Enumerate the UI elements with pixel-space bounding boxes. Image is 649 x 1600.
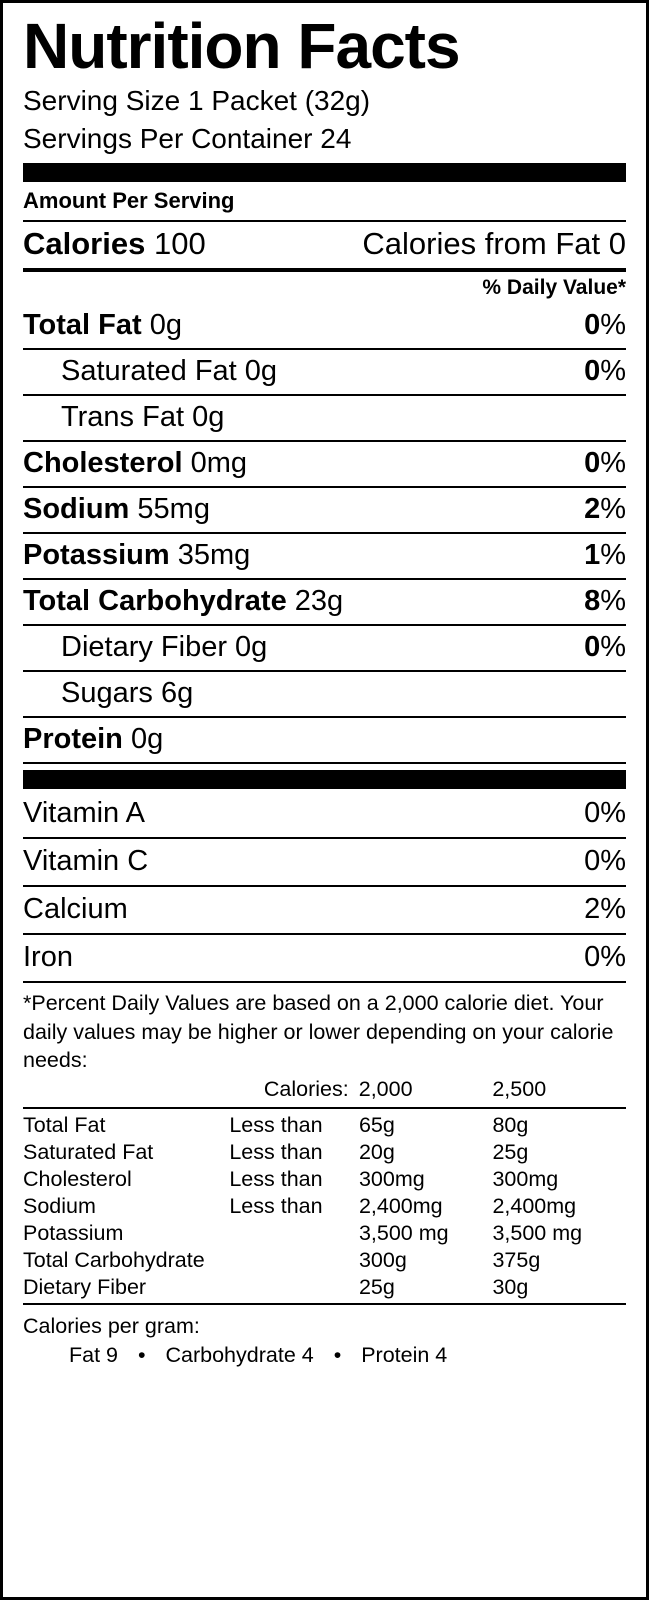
nutrient-name: Saturated Fat 0g [61, 355, 278, 388]
dv-value-2500: 2,400mg [492, 1194, 577, 1219]
dv-table-row [23, 1247, 626, 1274]
dv-value-2000: 2,400mg [358, 1194, 443, 1219]
vitamin-row [23, 839, 626, 885]
divider-thick-top [23, 163, 626, 182]
dv-nutrient-name: Total Carbohydrate [23, 1248, 205, 1273]
dv-condition: Less than [229, 1140, 323, 1165]
daily-value-header: % Daily Value* [482, 276, 626, 300]
vitamin-name: Vitamin A [23, 797, 145, 830]
dv-nutrient-name: Dietary Fiber [23, 1275, 147, 1300]
nutrient-name: Sodium 55mg [23, 493, 210, 526]
divider-thick-vitamins [23, 770, 626, 789]
vitamin-daily-value: 0% [584, 797, 626, 830]
dv-table-header-row [23, 1076, 626, 1105]
vitamin-rows [23, 791, 626, 981]
dv-value-2000: 3,500 mg [358, 1221, 449, 1246]
dv-table-header-cell: Calories: [263, 1077, 349, 1102]
vitamin-row [23, 791, 626, 837]
vitamin-daily-value: 0% [584, 845, 626, 878]
calories-per-gram-block [23, 1308, 626, 1370]
calories-from-fat: Calories from Fat 0 [362, 226, 626, 262]
vitamin-row [23, 935, 626, 981]
calories-left [23, 226, 206, 262]
nutrient-name: Sugars 6g [61, 677, 194, 710]
dv-nutrient-name: Potassium [23, 1221, 124, 1246]
nutrient-name: Dietary Fiber 0g [61, 631, 268, 664]
dv-table-row [23, 1220, 626, 1247]
nutrient-name: Total Fat 0g [23, 309, 183, 342]
nutrient-daily-value: 0% [584, 447, 626, 480]
nutrient-daily-value [618, 677, 626, 710]
nutrient-row [23, 442, 626, 486]
dv-table-header-cell: 2,500 [492, 1077, 547, 1102]
nutrient-row [23, 304, 626, 348]
dv-value-2000: 300g [358, 1248, 407, 1273]
nutrient-daily-value [618, 401, 626, 434]
nutrient-row [23, 626, 626, 670]
nutrient-rows [23, 304, 626, 764]
calories-value: 100 [153, 226, 206, 262]
nutrient-row [23, 718, 626, 762]
dv-table-header-cell [23, 1076, 217, 1105]
dv-value-2000: 300mg [358, 1167, 425, 1192]
dv-table-row [23, 1274, 626, 1301]
dv-value-2000: 20g [358, 1140, 395, 1165]
dv-condition: Less than [229, 1167, 323, 1192]
nutrient-daily-value: 2% [584, 493, 626, 526]
serving-size: Serving Size 1 Packet (32g) [23, 84, 371, 116]
cpg-separator-2: • [333, 1343, 342, 1368]
cpg-protein: Protein 4 [361, 1343, 448, 1368]
dv-value-2500: 30g [492, 1275, 529, 1300]
nutrient-row [23, 488, 626, 532]
dv-table-row [23, 1139, 626, 1166]
vitamin-name: Calcium [23, 893, 128, 926]
dv-table-header-cell: 2,000 [358, 1077, 413, 1102]
nutrient-daily-value: 0% [584, 355, 626, 388]
nutrient-row [23, 350, 626, 394]
nutrient-daily-value [618, 723, 626, 756]
calories-per-gram-label: Calories per gram: [23, 1314, 200, 1339]
nutrient-daily-value: 0% [584, 309, 626, 342]
dv-condition: Less than [229, 1113, 323, 1138]
vitamin-row [23, 887, 626, 933]
nutrient-row-divider [23, 762, 626, 764]
nutrient-name: Protein 0g [23, 723, 164, 756]
nutrient-row [23, 396, 626, 440]
vitamin-daily-value: 0% [584, 941, 626, 974]
dv-nutrient-name: Saturated Fat [23, 1140, 154, 1165]
dv-value-2000: 25g [358, 1275, 395, 1300]
nutrient-name: Trans Fat 0g [61, 401, 225, 434]
nutrient-name: Total Carbohydrate 23g [23, 585, 344, 618]
nutrient-row [23, 672, 626, 716]
dv-nutrient-name: Cholesterol [23, 1167, 132, 1192]
vitamin-daily-value: 2% [584, 893, 626, 926]
nutrient-daily-value: 8% [584, 585, 626, 618]
cpg-carbohydrate: Carbohydrate 4 [165, 1343, 314, 1368]
dv-value-2500: 300mg [492, 1167, 559, 1192]
dv-table-row [23, 1193, 626, 1220]
dv-condition [229, 1220, 359, 1247]
divider-above-calories-per-gram [23, 1303, 626, 1305]
calories-row [23, 222, 626, 268]
dv-nutrient-name: Total Fat [23, 1113, 106, 1138]
dv-condition: Less than [229, 1194, 323, 1219]
dv-value-2500: 375g [492, 1248, 541, 1273]
nutrient-row [23, 580, 626, 624]
dv-condition [229, 1274, 359, 1301]
cpg-fat: Fat 9 [69, 1343, 118, 1368]
dv-value-2500: 80g [492, 1113, 529, 1138]
nutrient-row [23, 534, 626, 578]
dv-condition [229, 1247, 359, 1274]
vitamin-name: Vitamin C [23, 845, 149, 878]
dv-value-2500: 3,500 mg [492, 1221, 583, 1246]
vitamin-name: Iron [23, 941, 73, 974]
page-title: Nutrition Facts [23, 10, 460, 82]
cpg-separator-1: • [137, 1343, 146, 1368]
daily-value-footnote: *Percent Daily Values are based on a 2,000 calorie diet. Your daily values may be higher or lower depending on your calorie needs: [23, 991, 614, 1073]
amount-per-serving-label: Amount Per Serving [23, 188, 235, 214]
calories-label: Calories [23, 226, 146, 262]
divider-dv-table [23, 1107, 626, 1109]
daily-values-table [23, 1076, 626, 1105]
nutrient-name: Cholesterol 0mg [23, 447, 248, 480]
dv-nutrient-name: Sodium [23, 1194, 96, 1219]
dv-value-2000: 65g [358, 1113, 395, 1138]
calories-per-gram-items [23, 1341, 626, 1370]
nutrient-name: Potassium 35mg [23, 539, 251, 572]
dv-value-2500: 25g [492, 1140, 529, 1165]
nutrient-daily-value: 1% [584, 539, 626, 572]
dv-table-row [23, 1166, 626, 1193]
daily-values-rows [23, 1112, 626, 1301]
servings-per-container: Servings Per Container 24 [23, 122, 352, 154]
dv-table-row [23, 1112, 626, 1139]
nutrient-daily-value: 0% [584, 631, 626, 664]
